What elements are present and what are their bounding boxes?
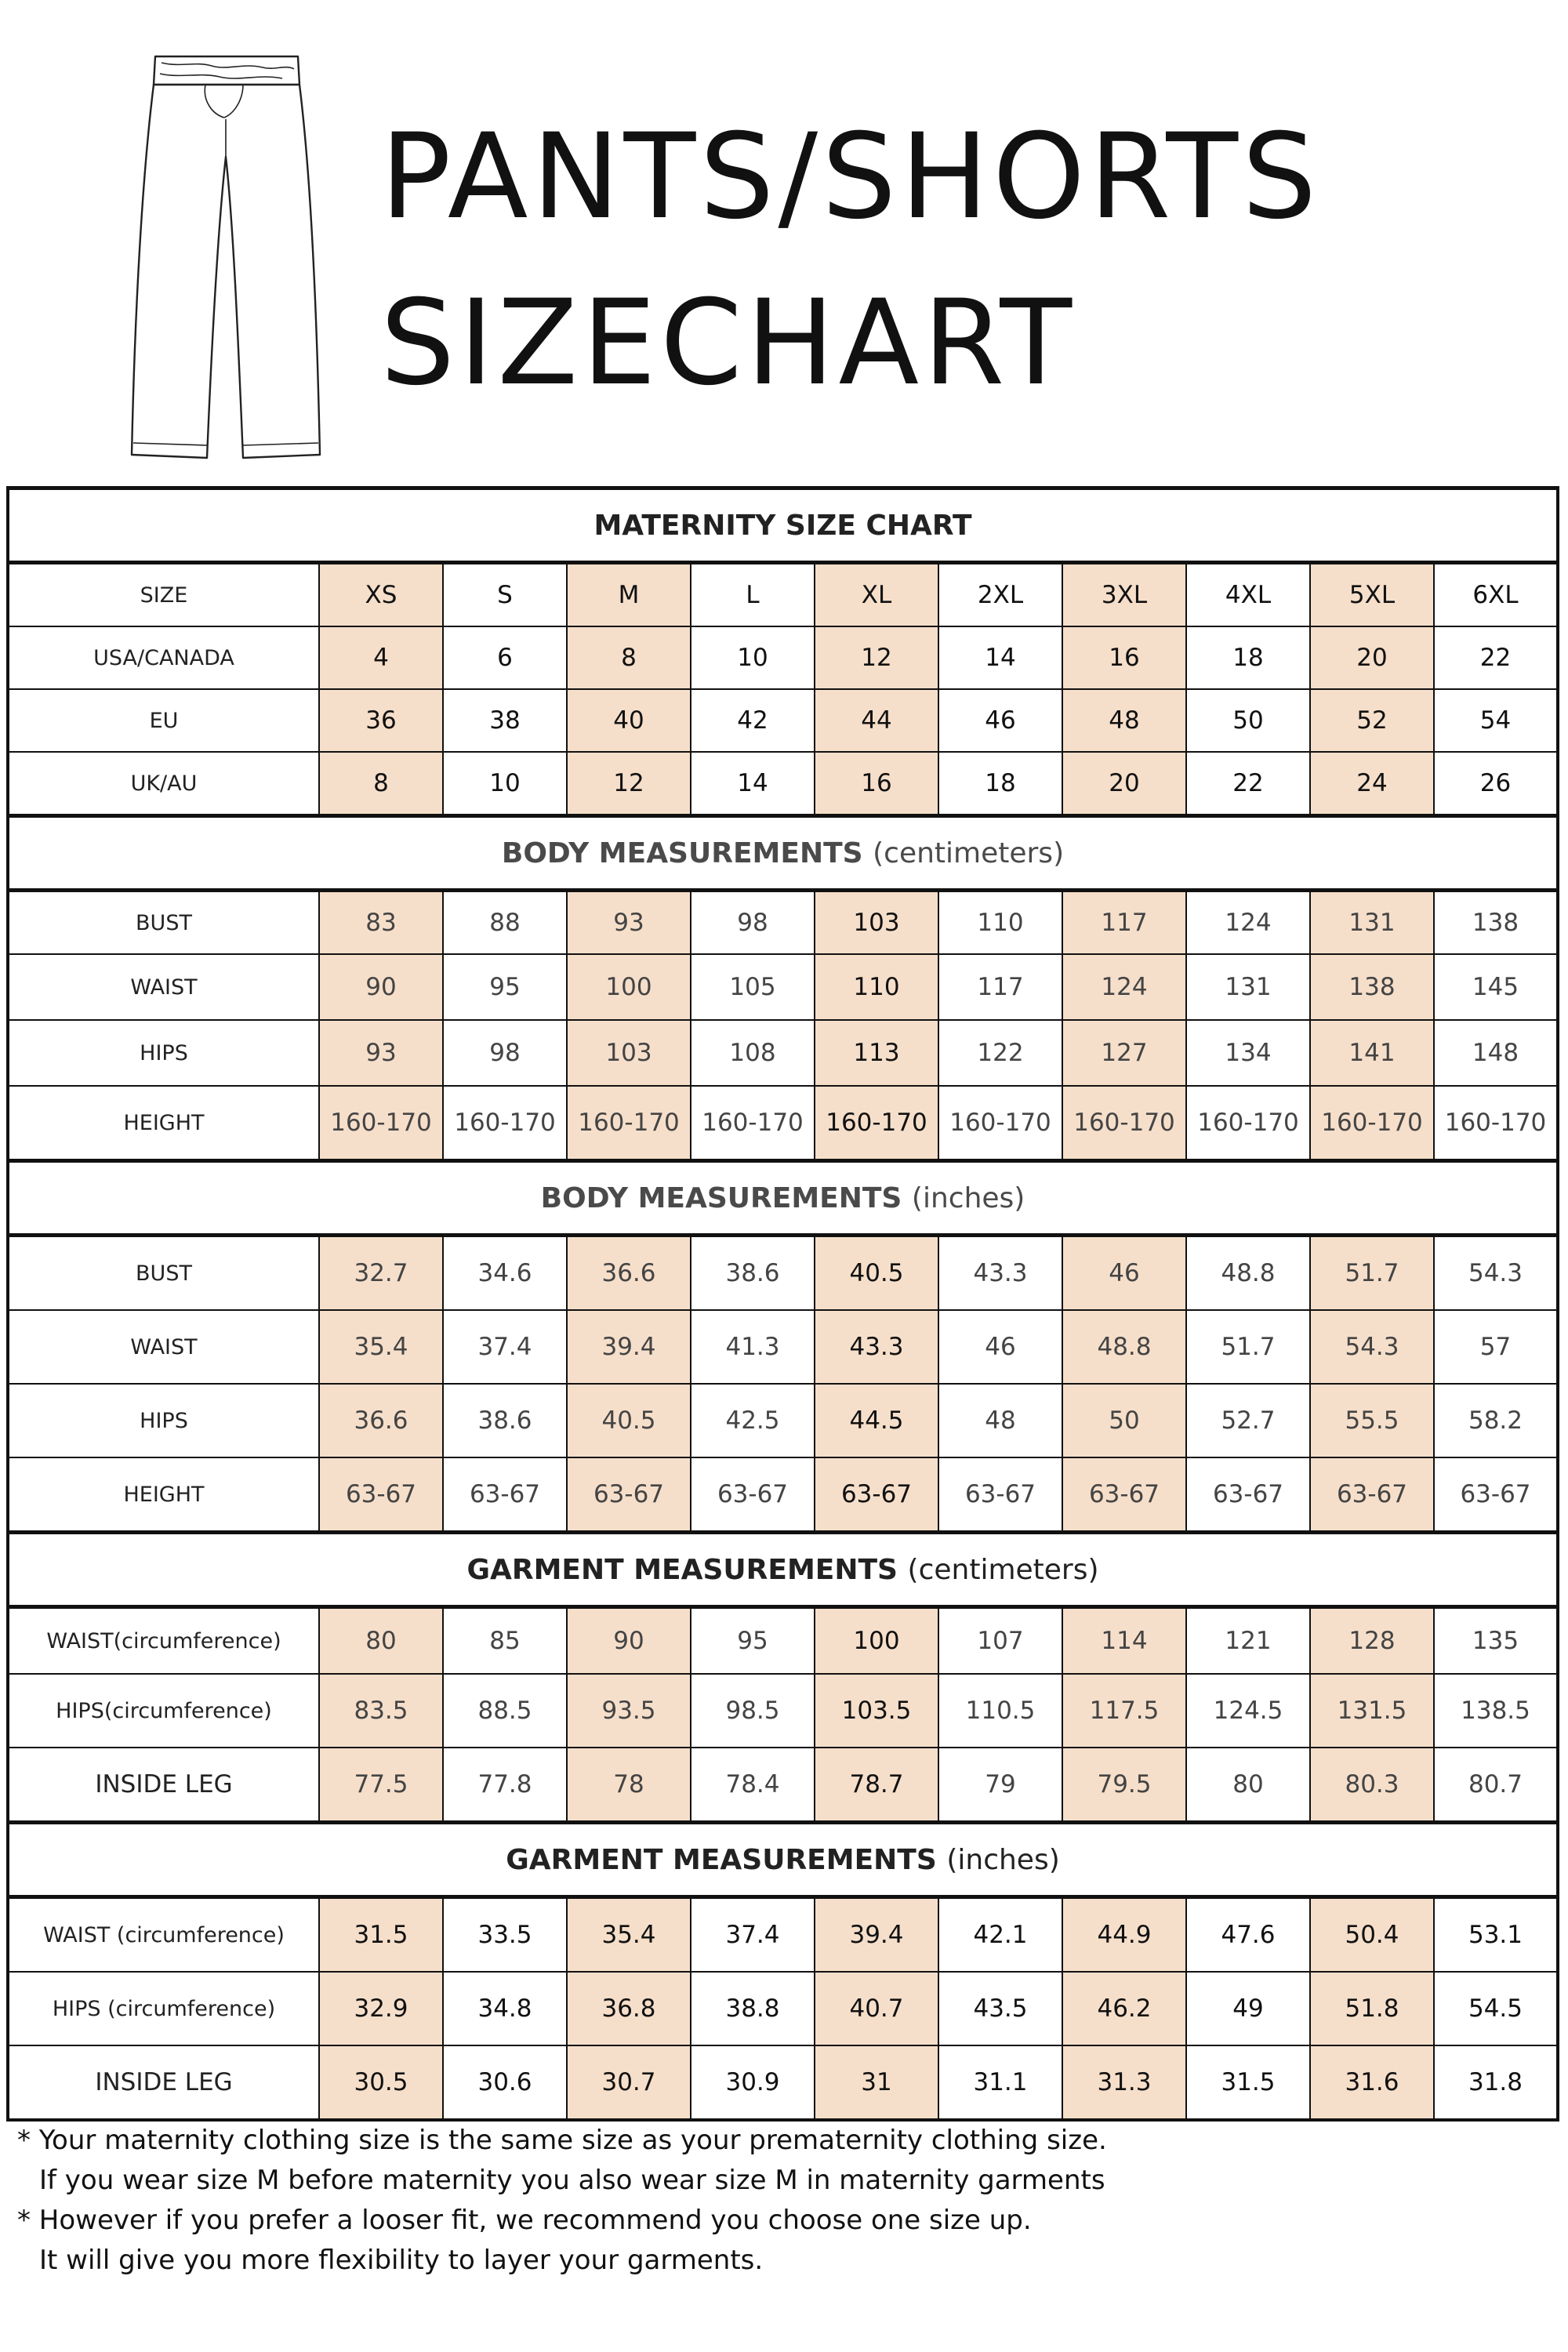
table-cell: 38.8 xyxy=(691,1972,815,2045)
table-cell: 138 xyxy=(1310,954,1434,1020)
size-chart-table xyxy=(6,486,1559,2122)
table-row xyxy=(8,1674,1558,1748)
table-cell: 63-67 xyxy=(815,1457,938,1533)
footnotes xyxy=(17,2121,1554,2281)
table-cell: 48 xyxy=(938,1384,1062,1457)
table-cell: 20 xyxy=(1062,752,1186,816)
table-row xyxy=(8,1384,1558,1457)
table-cell: 48.8 xyxy=(1062,1310,1186,1384)
table-cell: 24 xyxy=(1310,752,1434,816)
table-cell: 54 xyxy=(1434,689,1558,752)
table-cell: 110 xyxy=(815,954,938,1020)
table-cell: 42.1 xyxy=(938,1897,1062,1973)
table-cell: 31.5 xyxy=(319,1897,443,1973)
table-row xyxy=(8,1748,1558,1823)
table-row xyxy=(8,2045,1558,2120)
table-cell: 18 xyxy=(1186,626,1310,689)
table-cell: 160-170 xyxy=(567,1086,691,1161)
table-cell: 30.9 xyxy=(691,2045,815,2120)
table-cell: 5XL xyxy=(1310,563,1434,627)
table-cell: 63-67 xyxy=(1310,1457,1434,1533)
table-cell: 160-170 xyxy=(1310,1086,1434,1161)
table-cell: 79.5 xyxy=(1062,1748,1186,1823)
row-label: BUST xyxy=(8,1236,319,1311)
table-cell: 38.6 xyxy=(443,1384,567,1457)
table-cell: 4XL xyxy=(1186,563,1310,627)
table-cell: 22 xyxy=(1186,752,1310,816)
table-cell: 32.9 xyxy=(319,1972,443,2045)
table-cell: 14 xyxy=(691,752,815,816)
table-cell: 128 xyxy=(1310,1607,1434,1675)
row-label: WAIST xyxy=(8,1310,319,1384)
table-cell: 43.3 xyxy=(938,1236,1062,1311)
table-cell: 52.7 xyxy=(1186,1384,1310,1457)
table-cell: 54.3 xyxy=(1434,1236,1558,1311)
table-cell: 80 xyxy=(319,1607,443,1675)
table-cell: 39.4 xyxy=(567,1310,691,1384)
table-cell: 41.3 xyxy=(691,1310,815,1384)
table-cell: 51.7 xyxy=(1186,1310,1310,1384)
table-cell: 131.5 xyxy=(1310,1674,1434,1748)
table-cell: 148 xyxy=(1434,1020,1558,1086)
table-cell: 35.4 xyxy=(567,1897,691,1973)
table-cell: 90 xyxy=(567,1607,691,1675)
page-title xyxy=(380,94,1320,426)
section-unit: (centimeters) xyxy=(873,837,1065,869)
section-unit: (inches) xyxy=(946,1843,1060,1876)
table-row xyxy=(8,1086,1558,1161)
table-cell: 51.8 xyxy=(1310,1972,1434,2045)
table-cell: 46 xyxy=(1062,1236,1186,1311)
table-cell: 88 xyxy=(443,891,567,955)
table-cell: 57 xyxy=(1434,1310,1558,1384)
table-cell: 105 xyxy=(691,954,815,1020)
table-cell: 48 xyxy=(1062,689,1186,752)
section-title xyxy=(8,1823,1558,1897)
table-cell: 42.5 xyxy=(691,1384,815,1457)
table-cell: 50.4 xyxy=(1310,1897,1434,1973)
table-cell: 160-170 xyxy=(443,1086,567,1161)
table-cell: 160-170 xyxy=(1434,1086,1558,1161)
table-cell: 36.6 xyxy=(567,1236,691,1311)
table-cell: 78 xyxy=(567,1748,691,1823)
table-cell: S xyxy=(443,563,567,627)
row-label: HEIGHT xyxy=(8,1457,319,1533)
row-label: HIPS (circumference) xyxy=(8,1972,319,2045)
table-cell: 22 xyxy=(1434,626,1558,689)
table-row xyxy=(8,1020,1558,1086)
table-cell: 51.7 xyxy=(1310,1236,1434,1311)
table-cell: 138 xyxy=(1434,891,1558,955)
table-cell: 100 xyxy=(567,954,691,1020)
table-cell: 80.3 xyxy=(1310,1748,1434,1823)
table-cell: 93 xyxy=(567,891,691,955)
row-label: HEIGHT xyxy=(8,1086,319,1161)
table-cell: 37.4 xyxy=(691,1897,815,1973)
row-label: WAIST (circumference) xyxy=(8,1897,319,1973)
table-cell: 30.7 xyxy=(567,2045,691,2120)
table-cell: 63-67 xyxy=(1186,1457,1310,1533)
table-row xyxy=(8,1607,1558,1675)
section-header-row xyxy=(8,1823,1558,1897)
table-cell: 54.3 xyxy=(1310,1310,1434,1384)
table-cell: 113 xyxy=(815,1020,938,1086)
table-cell: XS xyxy=(319,563,443,627)
table-row xyxy=(8,954,1558,1020)
section-header-row xyxy=(8,1533,1558,1607)
table-cell: 93.5 xyxy=(567,1674,691,1748)
table-cell: 44.5 xyxy=(815,1384,938,1457)
table-cell: 124 xyxy=(1186,891,1310,955)
row-label: HIPS xyxy=(8,1384,319,1457)
table-cell: 63-67 xyxy=(319,1457,443,1533)
table-cell: 12 xyxy=(815,626,938,689)
section-title xyxy=(8,488,1558,563)
note-line: * Your maternity clothing size is the same size as your prematernity clothing size. xyxy=(17,2125,1107,2156)
table-cell: 36 xyxy=(319,689,443,752)
table-cell: 44.9 xyxy=(1062,1897,1186,1973)
table-cell: 16 xyxy=(815,752,938,816)
table-cell: 55.5 xyxy=(1310,1384,1434,1457)
table-cell: 31.8 xyxy=(1434,2045,1558,2120)
table-cell: 44 xyxy=(815,689,938,752)
table-cell: 160-170 xyxy=(691,1086,815,1161)
table-cell: 16 xyxy=(1062,626,1186,689)
table-cell: 85 xyxy=(443,1607,567,1675)
table-cell: 35.4 xyxy=(319,1310,443,1384)
table-cell: 63-67 xyxy=(938,1457,1062,1533)
table-cell: 117 xyxy=(1062,891,1186,955)
table-cell: 88.5 xyxy=(443,1674,567,1748)
table-cell: 79 xyxy=(938,1748,1062,1823)
table-cell: 40 xyxy=(567,689,691,752)
table-cell: 83 xyxy=(319,891,443,955)
table-cell: 34.8 xyxy=(443,1972,567,2045)
table-cell: L xyxy=(691,563,815,627)
table-cell: 98.5 xyxy=(691,1674,815,1748)
table-cell: 31.5 xyxy=(1186,2045,1310,2120)
section-unit: (inches) xyxy=(911,1181,1025,1214)
table-cell: 131 xyxy=(1310,891,1434,955)
table-cell: 83.5 xyxy=(319,1674,443,1748)
table-cell: 80 xyxy=(1186,1748,1310,1823)
table-cell: 18 xyxy=(938,752,1062,816)
table-cell: 43.5 xyxy=(938,1972,1062,2045)
table-cell: 6 xyxy=(443,626,567,689)
note-line: It will give you more flexibility to layer your garments. xyxy=(39,2245,764,2276)
table-row xyxy=(8,1236,1558,1311)
table-cell: 135 xyxy=(1434,1607,1558,1675)
table-cell: 160-170 xyxy=(1062,1086,1186,1161)
table-cell: 31.6 xyxy=(1310,2045,1434,2120)
table-cell: 34.6 xyxy=(443,1236,567,1311)
table-cell: 90 xyxy=(319,954,443,1020)
table-cell: 103 xyxy=(815,891,938,955)
table-cell: 46 xyxy=(938,1310,1062,1384)
table-cell: 103.5 xyxy=(815,1674,938,1748)
table-cell: 30.6 xyxy=(443,2045,567,2120)
table-cell: 10 xyxy=(443,752,567,816)
table-cell: 26 xyxy=(1434,752,1558,816)
section-title-text: GARMENT MEASUREMENTS xyxy=(506,1843,937,1876)
row-label: WAIST(circumference) xyxy=(8,1607,319,1675)
table-cell: 95 xyxy=(443,954,567,1020)
table-cell: 50 xyxy=(1186,689,1310,752)
section-title-text: MATERNITY SIZE CHART xyxy=(593,509,972,542)
table-cell: 40.7 xyxy=(815,1972,938,2045)
table-row xyxy=(8,1972,1558,2045)
table-cell: 52 xyxy=(1310,689,1434,752)
table-cell: 160-170 xyxy=(938,1086,1062,1161)
section-title xyxy=(8,1533,1558,1607)
table-cell: 145 xyxy=(1434,954,1558,1020)
table-row xyxy=(8,1457,1558,1533)
table-cell: 110.5 xyxy=(938,1674,1062,1748)
row-label: HIPS xyxy=(8,1020,319,1086)
table-cell: 58.2 xyxy=(1434,1384,1558,1457)
table-cell: 48.8 xyxy=(1186,1236,1310,1311)
table-cell: 37.4 xyxy=(443,1310,567,1384)
section-title-text: GARMENT MEASUREMENTS xyxy=(466,1553,898,1586)
pants-outline-icon xyxy=(125,47,337,470)
section-header-row xyxy=(8,1161,1558,1236)
table-row xyxy=(8,1897,1558,1973)
table-row xyxy=(8,1310,1558,1384)
table-cell: 100 xyxy=(815,1607,938,1675)
table-cell: 103 xyxy=(567,1020,691,1086)
row-label: BUST xyxy=(8,891,319,955)
table-cell: 36.8 xyxy=(567,1972,691,2045)
table-cell: 40.5 xyxy=(815,1236,938,1311)
row-label: INSIDE LEG xyxy=(8,2045,319,2120)
table-cell: 122 xyxy=(938,1020,1062,1086)
table-cell: 134 xyxy=(1186,1020,1310,1086)
table-cell: 124 xyxy=(1062,954,1186,1020)
table-cell: 31 xyxy=(815,2045,938,2120)
table-cell: 107 xyxy=(938,1607,1062,1675)
table-cell: 38.6 xyxy=(691,1236,815,1311)
table-cell: 30.5 xyxy=(319,2045,443,2120)
table-row xyxy=(8,689,1558,752)
table-cell: 50 xyxy=(1062,1384,1186,1457)
table-cell: 141 xyxy=(1310,1020,1434,1086)
table-cell: 46 xyxy=(938,689,1062,752)
table-cell: 138.5 xyxy=(1434,1674,1558,1748)
table-cell: 31.3 xyxy=(1062,2045,1186,2120)
table-row xyxy=(8,891,1558,955)
table-cell: 38 xyxy=(443,689,567,752)
table-cell: 108 xyxy=(691,1020,815,1086)
table-cell: 47.6 xyxy=(1186,1897,1310,1973)
table-cell: 49 xyxy=(1186,1972,1310,2045)
section-title-text: BODY MEASUREMENTS xyxy=(540,1181,902,1214)
table-cell: 78.4 xyxy=(691,1748,815,1823)
table-cell: 12 xyxy=(567,752,691,816)
row-label: WAIST xyxy=(8,954,319,1020)
table-cell: 10 xyxy=(691,626,815,689)
section-title xyxy=(8,1161,1558,1236)
table-cell: 39.4 xyxy=(815,1897,938,1973)
table-row xyxy=(8,752,1558,816)
note-line: * However if you prefer a looser fit, we recommend you choose one size up. xyxy=(17,2205,1032,2236)
table-cell: 40.5 xyxy=(567,1384,691,1457)
section-unit: (centimeters) xyxy=(907,1553,1099,1586)
table-cell: 43.3 xyxy=(815,1310,938,1384)
row-label: INSIDE LEG xyxy=(8,1748,319,1823)
table-cell: 8 xyxy=(567,626,691,689)
table-cell: 117.5 xyxy=(1062,1674,1186,1748)
section-title-text: BODY MEASUREMENTS xyxy=(501,837,863,869)
table-cell: 14 xyxy=(938,626,1062,689)
table-cell: 160-170 xyxy=(815,1086,938,1161)
table-cell: 124.5 xyxy=(1186,1674,1310,1748)
table-cell: 53.1 xyxy=(1434,1897,1558,1973)
table-cell: 80.7 xyxy=(1434,1748,1558,1823)
section-header-row xyxy=(8,816,1558,891)
title-line-1: PANTS/SHORTS xyxy=(380,109,1321,245)
section-header-row xyxy=(8,488,1558,563)
row-label: EU xyxy=(8,689,319,752)
table-cell: 93 xyxy=(319,1020,443,1086)
table-cell: XL xyxy=(815,563,938,627)
table-cell: 4 xyxy=(319,626,443,689)
table-cell: 33.5 xyxy=(443,1897,567,1973)
table-cell: 20 xyxy=(1310,626,1434,689)
title-line-2: SIZECHART xyxy=(380,275,1076,412)
table-cell: 160-170 xyxy=(319,1086,443,1161)
table-cell: 160-170 xyxy=(1186,1086,1310,1161)
row-label: HIPS(circumference) xyxy=(8,1674,319,1748)
table-cell: 98 xyxy=(443,1020,567,1086)
table-cell: 77.5 xyxy=(319,1748,443,1823)
table-cell: 2XL xyxy=(938,563,1062,627)
table-cell: 54.5 xyxy=(1434,1972,1558,2045)
table-cell: 63-67 xyxy=(443,1457,567,1533)
row-label: SIZE xyxy=(8,563,319,627)
table-cell: 114 xyxy=(1062,1607,1186,1675)
table-cell: 98 xyxy=(691,891,815,955)
table-cell: 131 xyxy=(1186,954,1310,1020)
table-cell: 77.8 xyxy=(443,1748,567,1823)
table-cell: 8 xyxy=(319,752,443,816)
table-cell: 6XL xyxy=(1434,563,1558,627)
table-cell: M xyxy=(567,563,691,627)
table-cell: 78.7 xyxy=(815,1748,938,1823)
table-cell: 63-67 xyxy=(567,1457,691,1533)
table-cell: 31.1 xyxy=(938,2045,1062,2120)
section-title xyxy=(8,816,1558,891)
row-label: USA/CANADA xyxy=(8,626,319,689)
table-cell: 42 xyxy=(691,689,815,752)
table-row xyxy=(8,563,1558,627)
table-cell: 3XL xyxy=(1062,563,1186,627)
table-cell: 127 xyxy=(1062,1020,1186,1086)
table-cell: 46.2 xyxy=(1062,1972,1186,2045)
table-cell: 36.6 xyxy=(319,1384,443,1457)
table-cell: 63-67 xyxy=(1062,1457,1186,1533)
row-label: UK/AU xyxy=(8,752,319,816)
table-cell: 32.7 xyxy=(319,1236,443,1311)
table-cell: 95 xyxy=(691,1607,815,1675)
table-cell: 63-67 xyxy=(691,1457,815,1533)
table-cell: 110 xyxy=(938,891,1062,955)
note-line: If you wear size M before maternity you also wear size M in maternity garments xyxy=(39,2165,1105,2196)
table-cell: 63-67 xyxy=(1434,1457,1558,1533)
table-cell: 117 xyxy=(938,954,1062,1020)
table-row xyxy=(8,626,1558,689)
table-cell: 121 xyxy=(1186,1607,1310,1675)
